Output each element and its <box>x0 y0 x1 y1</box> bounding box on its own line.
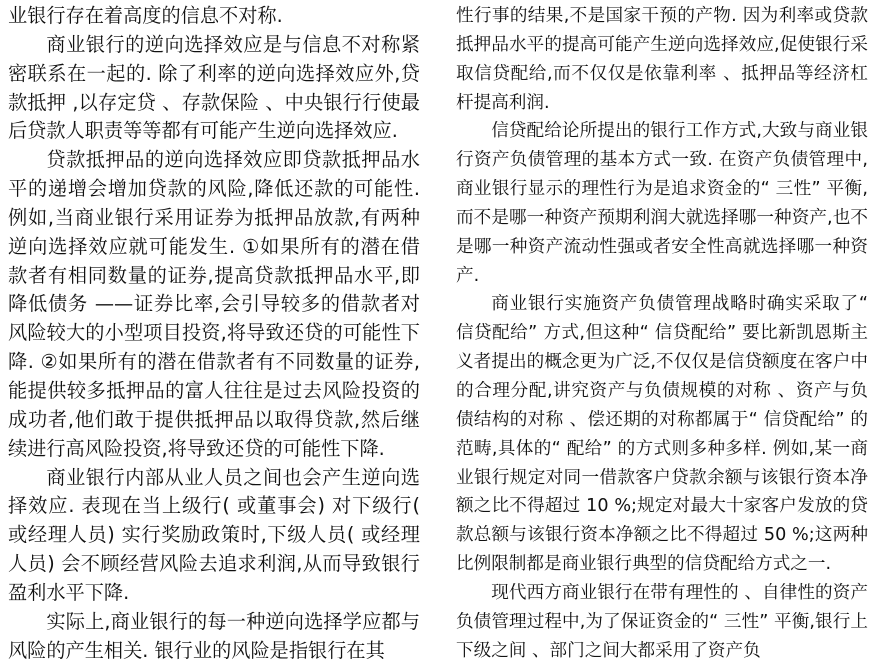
paragraph-4: 商业银行内部从业人员之间也会产生逆向选择效应. 表现在当上级行( 或董事会) 对下级行( 或经理人员) 实行奖励政策时,下级人员( 或经理人员) 会不顾经营风险去追求利润,从而导致银行盈利水平下降. <box>8 465 420 604</box>
right-text-column <box>456 2 868 665</box>
paragraph-8: 商业银行实施资产负债管理战略时确实采取了“ 信贷配给” 方式,但这种“ 信贷配给” 要比新凯恩斯主义者提出的概念更为广泛,不仅仅是信贷额度在客户中的合理分配,讲究资产与负债规模的对称 、资产与负债结构的对称 、偿还期的对称都属于“ 信贷配给” 的范畴,具体的“ 配给” 的方式则多种多样. 例如,某一商业银行规定对同一借款客户贷款余额与该银行资本净额之比不得超过 10 %;规定对最大十家客户发放的贷款总额与该银行资本净额之比不得超过 50 %;这两种比例限制都是商业银行典型的信贷配给方式之一. <box>456 294 868 575</box>
paragraph-6: 性行事的结果,不是国家干预的产物. 因为利率或贷款抵押品水平的提高可能产生逆向选择效应,促使银行采取信贷配给,而不仅仅是依靠利率 、抵押品等经济杠杆提高利润. <box>456 6 868 113</box>
paragraph-7: 信贷配给论所提出的银行工作方式,大致与商业银行资产负债管理的基本方式一致. 在资产负债管理中,商业银行显示的理性行为是追求资金的“ 三性” 平衡,而不是哪一种资产预期利润大就选择哪一种资产,也不是哪一种资产流动性强或者安全性高就选择哪一种资产. <box>456 121 868 286</box>
paragraph-9: 现代西方商业银行在带有理性的 、自律性的资产负债管理过程中,为了保证资金的“ 三性” 平衡,银行上下级之间 、部门之间大都采用了资产负 <box>456 582 868 661</box>
paragraph-5: 实际上,商业银行的每一种逆向选择学应都与风险的产生相关. 银行业的风险是指银行在其 <box>8 609 420 662</box>
paragraph-2: 商业银行的逆向选择效应是与信息不对称紧密联系在一起的. 除了利率的逆向选择效应外,贷款抵押 ,以存定贷 、存款保险 、中央银行行使最后贷款人职责等等都有可能产生逆向选择效应. <box>8 32 420 143</box>
paragraph-3: 贷款抵押品的逆向选择效应即贷款抵押品水平的递增会增加贷款的风险,降低还款的可能性. 例如,当商业银行采用证券为抵押品放款,有两种逆向选择效应就可能发生. ①如果所有的潜在借款者有相同数量的证券,提高贷款抵押品水平,即降低债务 ——证券比率,会引导较多的借款者对风险较大的小型项目投资,将导致还贷的可能性下降. ②如果所有的潜在借款者有不同数量的证券,能提供较多抵押品的富人往往是过去风险投资的成功者,他们敢于提供抵押品以取得贷款,然后继续进行高风险投资,将导致还贷的可能性下降. <box>8 148 420 460</box>
left-text-column <box>8 2 420 665</box>
paragraph-1: 业银行存在着高度的信息不对称. <box>8 4 283 27</box>
